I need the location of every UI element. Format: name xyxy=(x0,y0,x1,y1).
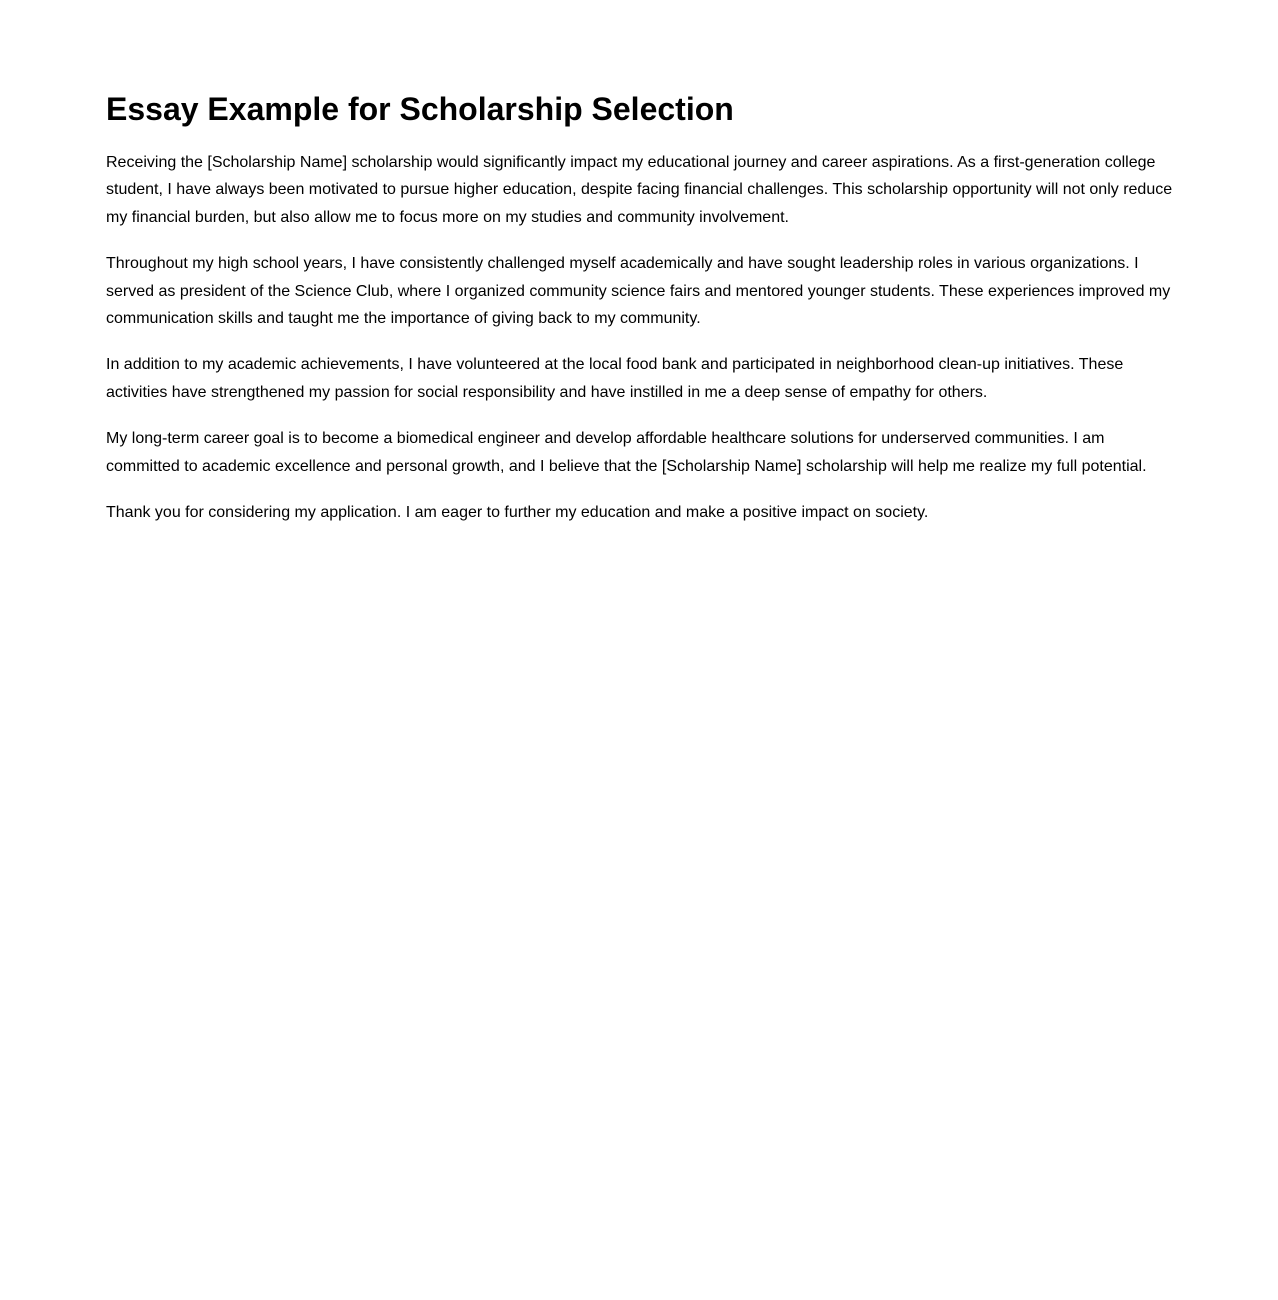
paragraph-leadership: Throughout my high school years, I have consistently challenged myself academically and have sought leadership roles in various organizations. I served as president of the Science Club, where I organized community science fairs and mentored younger students. These experiences improved my communication skills and taught me the importance of giving back to my community. xyxy=(106,255,1171,328)
paragraph-volunteering: In addition to my academic achievements, I have volunteered at the local food bank and participated in neighborhood clean-up initiatives. These activities have strengthened my passion for social responsibility and have instilled in me a deep sense of empathy for others. xyxy=(106,356,1124,401)
essay-body xyxy=(106,149,1178,545)
paragraph-career-goal: My long-term career goal is to become a biomedical engineer and develop affordable healthcare solutions for underserved communities. I am committed to academic excellence and personal growth, and I believe that the [Scholarship Name] scholarship will help me realize my full potential. xyxy=(106,430,1147,475)
paragraph-intro: Receiving the [Scholarship Name] scholarship would significantly impact my educational journey and career aspirations. As a first-generation college student, I have always been motivated to pursue higher education, despite facing financial challenges. This scholarship opportunity will not only reduce my financial burden, but also allow me to focus more on my studies and community involvement. xyxy=(106,154,1173,226)
paragraph-closing: Thank you for considering my application. I am eager to further my education and make a positive impact on society. xyxy=(106,504,929,522)
page-title: Essay Example for Scholarship Selection xyxy=(106,91,734,127)
